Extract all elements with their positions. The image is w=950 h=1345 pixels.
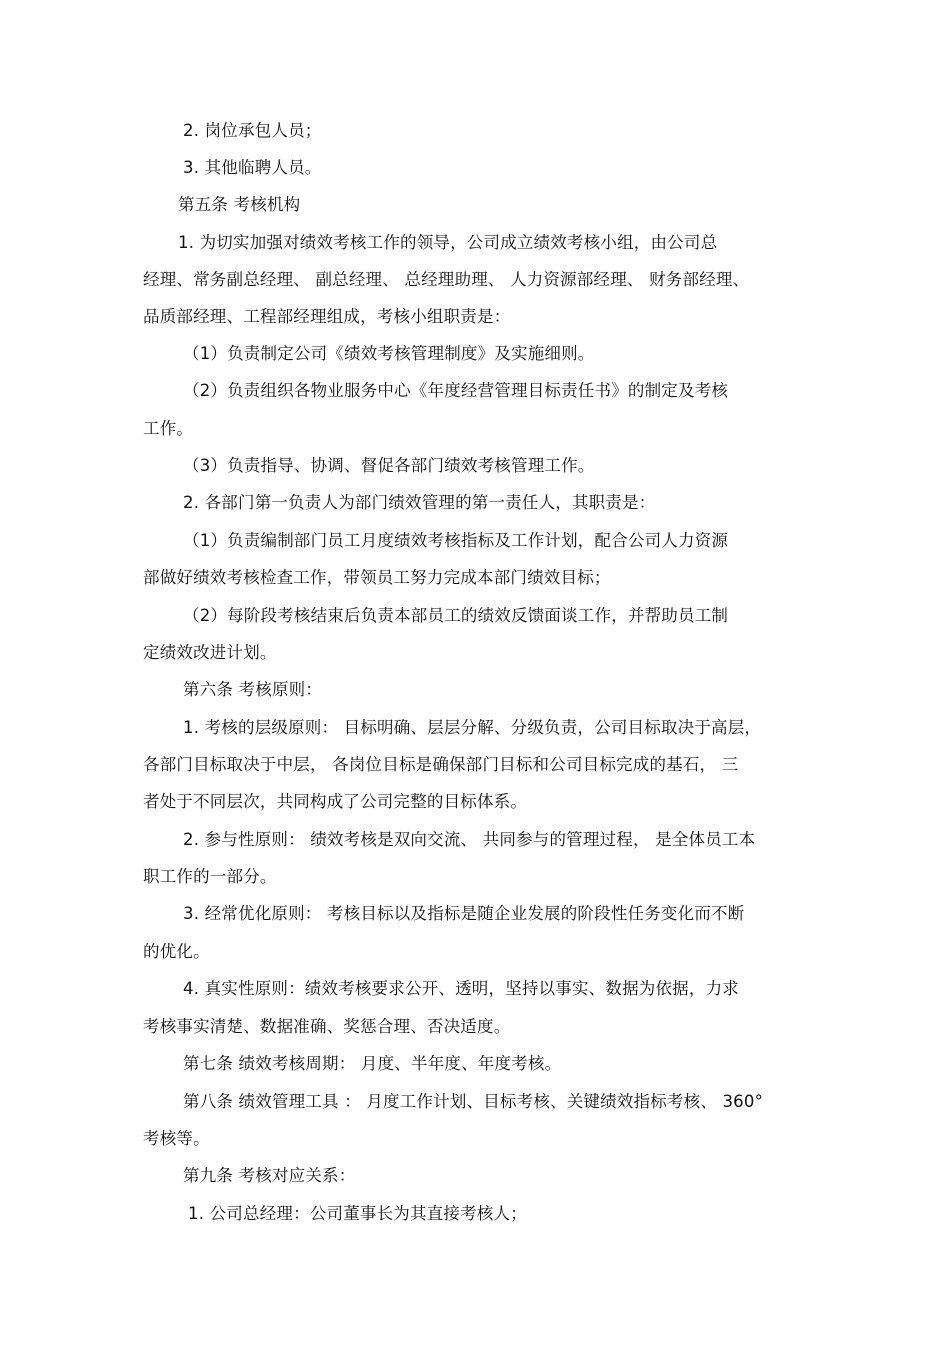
sub-item-2: （2）负责组织各物业服务中心《年度经营管理目标责任书》的制定及考核 <box>183 381 729 400</box>
article-7-heading: 第七条 绩效考核周期： 月度、半年度、年度考核。 <box>183 1054 562 1073</box>
paragraph-line: 4. 真实性原则：绩效考核要求公开、透明，坚持以事实、数据为依据，力求 <box>183 979 739 998</box>
paragraph-line: 的优化。 <box>143 942 210 961</box>
article-9-heading: 第九条 考核对应关系： <box>183 1166 356 1185</box>
paragraph-line: 经理、常务副总经理、 副总经理、 总经理助理、 人力资源部经理、 财务部经理、 <box>143 270 750 289</box>
paragraph-line: 品质部经理、工程部经理组成，考核小组职责是： <box>143 307 511 326</box>
sub-item-1: （1）负责制定公司《绩效考核管理制度》及实施细则。 <box>183 344 595 363</box>
paragraph-line: 部做好绩效考核检查工作，带领员工努力完成本部门绩效目标； <box>143 568 611 587</box>
paragraph-line: 工作。 <box>143 419 194 438</box>
paragraph-line: 3. 经常优化原则： 考核目标以及指标是随企业发展的阶段性任务变化而不断 <box>183 904 745 923</box>
paragraph-line: 各部门目标取决于中层， 各岗位目标是确保部门目标和公司目标完成的基石， 三 <box>143 755 739 774</box>
paragraph-line: 1. 考核的层级原则： 目标明确、层层分解、分级负责，公司目标取决于高层， <box>183 718 762 737</box>
article-5-heading: 第五条 考核机构 <box>178 195 301 214</box>
list-item-1: 1. 公司总经理：公司董事长为其直接考核人； <box>188 1204 527 1223</box>
paragraph-line: 职工作的一部分。 <box>143 867 277 886</box>
list-item-3: 3. 其他临聘人员。 <box>183 158 322 177</box>
list-item-2: 2. 岗位承包人员； <box>183 121 322 140</box>
paragraph-line: 2. 各部门第一负责人为部门绩效管理的第一责任人，其职责是： <box>183 493 656 512</box>
paragraph-line: 考核事实清楚、数据准确、奖惩合理、否决适度。 <box>143 1017 511 1036</box>
sub-item-3: （3）负责指导、协调、督促各部门绩效考核管理工作。 <box>183 456 595 475</box>
sub-item-1: （1）负责编制部门员工月度绩效考核指标及工作计划，配合公司人力资源 <box>183 531 729 550</box>
article-6-heading: 第六条 考核原则： <box>183 680 323 699</box>
paragraph-line: 2. 参与性原则： 绩效考核是双向交流、 共同参与的管理过程， 是全体员工本 <box>183 830 756 849</box>
paragraph-line: 1. 为切实加强对绩效考核工作的领导，公司成立绩效考核小组，由公司总 <box>178 233 718 252</box>
paragraph-line: 者处于不同层次，共同构成了公司完整的目标体系。 <box>143 792 528 811</box>
sub-item-2: （2）每阶段考核结束后负责本部员工的绩效反馈面谈工作，并帮助员工制 <box>183 606 729 625</box>
paragraph-line: 定绩效改进计划。 <box>143 643 277 662</box>
paragraph-line: 考核等。 <box>143 1129 210 1148</box>
article-8-heading: 第八条 绩效管理工具 ： 月度工作计划、目标考核、关键绩效指标考核、 360° <box>183 1092 764 1111</box>
